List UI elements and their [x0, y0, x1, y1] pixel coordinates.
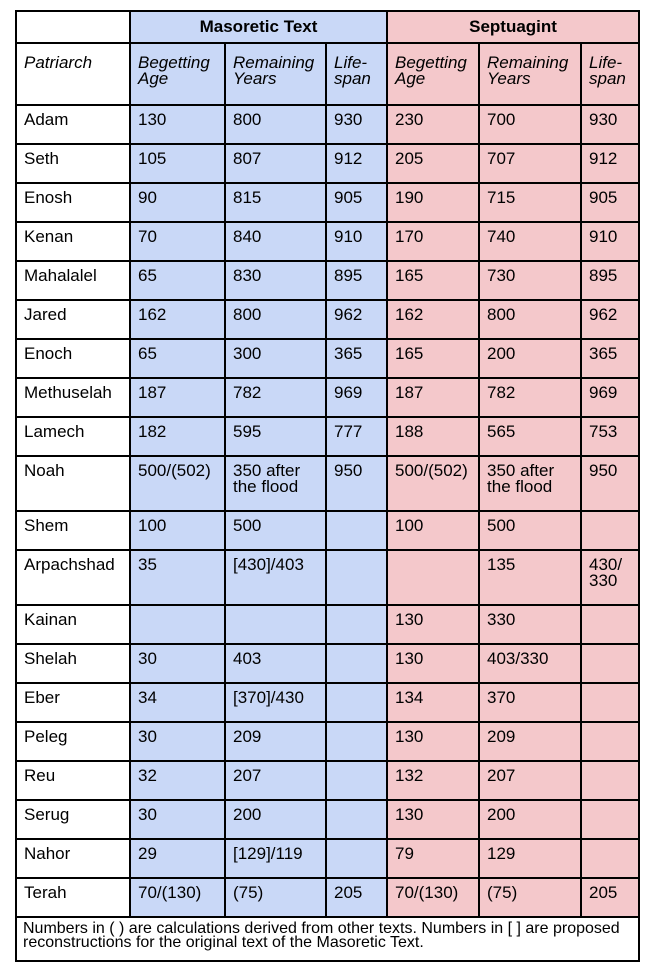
table-row — [16, 683, 639, 722]
lxx-begetting-age: 132 — [387, 761, 479, 800]
table-row — [16, 550, 639, 605]
mt-lifespan — [326, 800, 387, 839]
patriarch-name: Terah — [16, 878, 130, 917]
patriarch-name: Kainan — [16, 605, 130, 644]
patriarch-name: Reu — [16, 761, 130, 800]
lxx-lifespan-header: Life-span — [581, 43, 639, 105]
mt-begetting-age: 34 — [130, 683, 225, 722]
lxx-begetting-age: 165 — [387, 261, 479, 300]
mt-begetting-age: 100 — [130, 511, 225, 550]
mt-remaining-years — [225, 605, 326, 644]
lxx-lifespan: 430/ 330 — [581, 550, 639, 605]
lxx-remaining-years: 740 — [479, 222, 581, 261]
table-row — [16, 378, 639, 417]
lxx-remaining-header: Remaining Years — [479, 43, 581, 105]
table-row — [16, 144, 639, 183]
mt-lifespan — [326, 511, 387, 550]
mt-lifespan: 969 — [326, 378, 387, 417]
mt-lifespan — [326, 722, 387, 761]
lxx-remaining-years: 207 — [479, 761, 581, 800]
mt-begetting-age: 30 — [130, 722, 225, 761]
lxx-begetting-age — [387, 550, 479, 605]
lxx-remaining-years: 370 — [479, 683, 581, 722]
mt-remaining-years: 595 — [225, 417, 326, 456]
mt-begetting-age: 35 — [130, 550, 225, 605]
table-row — [16, 222, 639, 261]
table-body — [16, 105, 639, 917]
footnote-row — [16, 917, 639, 961]
patriarch-name: Enoch — [16, 339, 130, 378]
lxx-begetting-age: 100 — [387, 511, 479, 550]
lxx-remaining-years: 700 — [479, 105, 581, 144]
mt-remaining-years: 350 after the flood — [225, 456, 326, 511]
lxx-remaining-years: 730 — [479, 261, 581, 300]
lxx-lifespan: 912 — [581, 144, 639, 183]
mt-lifespan: 205 — [326, 878, 387, 917]
lxx-remaining-years: 135 — [479, 550, 581, 605]
lxx-lifespan: 895 — [581, 261, 639, 300]
lxx-lifespan: 365 — [581, 339, 639, 378]
table-row — [16, 761, 639, 800]
lxx-remaining-years: (75) — [479, 878, 581, 917]
mt-remaining-header: Remaining Years — [225, 43, 326, 105]
table-row — [16, 839, 639, 878]
table-row — [16, 800, 639, 839]
lxx-begetting-age: 134 — [387, 683, 479, 722]
septuagint-group-header: Septuagint — [387, 11, 639, 43]
patriarch-name: Peleg — [16, 722, 130, 761]
mt-begetting-age: 29 — [130, 839, 225, 878]
table-row — [16, 722, 639, 761]
table-row — [16, 183, 639, 222]
mt-begetting-age: 70 — [130, 222, 225, 261]
mt-begetting-age: 65 — [130, 339, 225, 378]
footnote: Numbers in ( ) are calculations derived from other texts. Numbers in [ ] are proposed reconstructions for the original text of the Masoretic Text. — [16, 917, 639, 961]
mt-lifespan — [326, 550, 387, 605]
genealogy-table — [15, 10, 640, 962]
lxx-lifespan — [581, 644, 639, 683]
patriarch-name: Methuselah — [16, 378, 130, 417]
mt-lifespan-header: Life-span — [326, 43, 387, 105]
mt-lifespan — [326, 683, 387, 722]
mt-lifespan: 895 — [326, 261, 387, 300]
mt-remaining-years: 200 — [225, 800, 326, 839]
lxx-begetting-age: 130 — [387, 800, 479, 839]
lxx-remaining-years: 800 — [479, 300, 581, 339]
patriarch-name: Mahalalel — [16, 261, 130, 300]
lxx-begetting-age: 500/(502) — [387, 456, 479, 511]
table-row — [16, 644, 639, 683]
patriarch-name: Shelah — [16, 644, 130, 683]
table-row — [16, 261, 639, 300]
lxx-remaining-years: 782 — [479, 378, 581, 417]
mt-remaining-years: [430]/403 — [225, 550, 326, 605]
patriarch-name: Adam — [16, 105, 130, 144]
patriarch-name: Noah — [16, 456, 130, 511]
table-row — [16, 878, 639, 917]
lxx-begetting-age: 190 — [387, 183, 479, 222]
group-header-row — [16, 11, 639, 43]
lxx-lifespan: 205 — [581, 878, 639, 917]
patriarch-name: Arpachshad — [16, 550, 130, 605]
mt-remaining-years: 207 — [225, 761, 326, 800]
lxx-lifespan — [581, 800, 639, 839]
patriarch-name: Nahor — [16, 839, 130, 878]
lxx-lifespan: 969 — [581, 378, 639, 417]
mt-lifespan — [326, 761, 387, 800]
lxx-lifespan: 930 — [581, 105, 639, 144]
lxx-begetting-age: 165 — [387, 339, 479, 378]
mt-lifespan: 930 — [326, 105, 387, 144]
mt-lifespan: 365 — [326, 339, 387, 378]
patriarch-name: Eber — [16, 683, 130, 722]
mt-begetting-age: 162 — [130, 300, 225, 339]
patriarch-name: Jared — [16, 300, 130, 339]
lxx-begetting-age: 188 — [387, 417, 479, 456]
lxx-begetting-age: 70/(130) — [387, 878, 479, 917]
mt-remaining-years: 300 — [225, 339, 326, 378]
patriarch-name: Enosh — [16, 183, 130, 222]
column-header-row — [16, 43, 639, 105]
lxx-begetting-age: 187 — [387, 378, 479, 417]
patriarch-header: Patriarch — [16, 43, 130, 105]
mt-lifespan: 777 — [326, 417, 387, 456]
table-row — [16, 605, 639, 644]
lxx-remaining-years: 200 — [479, 800, 581, 839]
patriarch-name: Serug — [16, 800, 130, 839]
mt-begetting-age: 130 — [130, 105, 225, 144]
mt-begetting-age: 70/(130) — [130, 878, 225, 917]
lxx-begetting-age: 162 — [387, 300, 479, 339]
mt-begetting-age: 30 — [130, 644, 225, 683]
mt-remaining-years: 830 — [225, 261, 326, 300]
mt-begetting-age: 30 — [130, 800, 225, 839]
lxx-remaining-years: 330 — [479, 605, 581, 644]
corner-cell — [16, 11, 130, 43]
lxx-remaining-years: 707 — [479, 144, 581, 183]
lxx-begetting-age: 205 — [387, 144, 479, 183]
mt-remaining-years: 807 — [225, 144, 326, 183]
table-row — [16, 511, 639, 550]
lxx-begetting-age: 170 — [387, 222, 479, 261]
mt-begetting-age: 105 — [130, 144, 225, 183]
patriarch-name: Kenan — [16, 222, 130, 261]
mt-remaining-years: 800 — [225, 105, 326, 144]
lxx-remaining-years: 403/330 — [479, 644, 581, 683]
lxx-remaining-years: 209 — [479, 722, 581, 761]
lxx-lifespan — [581, 683, 639, 722]
mt-lifespan — [326, 605, 387, 644]
patriarch-name: Lamech — [16, 417, 130, 456]
lxx-remaining-years: 500 — [479, 511, 581, 550]
table-row — [16, 417, 639, 456]
lxx-lifespan — [581, 839, 639, 878]
mt-lifespan: 912 — [326, 144, 387, 183]
mt-lifespan: 950 — [326, 456, 387, 511]
mt-begetting-age: 182 — [130, 417, 225, 456]
mt-begetting-age — [130, 605, 225, 644]
lxx-lifespan — [581, 761, 639, 800]
mt-begetting-header: Begetting Age — [130, 43, 225, 105]
lxx-begetting-header: Begetting Age — [387, 43, 479, 105]
lxx-begetting-age: 230 — [387, 105, 479, 144]
mt-begetting-age: 500/(502) — [130, 456, 225, 511]
table-row — [16, 456, 639, 511]
lxx-lifespan: 910 — [581, 222, 639, 261]
mt-remaining-years: 800 — [225, 300, 326, 339]
mt-begetting-age: 65 — [130, 261, 225, 300]
mt-remaining-years: 782 — [225, 378, 326, 417]
lxx-begetting-age: 130 — [387, 605, 479, 644]
lxx-lifespan: 905 — [581, 183, 639, 222]
mt-begetting-age: 90 — [130, 183, 225, 222]
lxx-begetting-age: 130 — [387, 644, 479, 683]
lxx-begetting-age: 130 — [387, 722, 479, 761]
mt-lifespan: 910 — [326, 222, 387, 261]
mt-begetting-age: 187 — [130, 378, 225, 417]
mt-remaining-years: [129]/119 — [225, 839, 326, 878]
mt-remaining-years: 815 — [225, 183, 326, 222]
lxx-lifespan — [581, 722, 639, 761]
lxx-lifespan: 962 — [581, 300, 639, 339]
lxx-remaining-years: 350 after the flood — [479, 456, 581, 511]
lxx-lifespan: 753 — [581, 417, 639, 456]
mt-lifespan: 962 — [326, 300, 387, 339]
mt-lifespan — [326, 644, 387, 683]
mt-remaining-years: (75) — [225, 878, 326, 917]
mt-remaining-years: 209 — [225, 722, 326, 761]
lxx-remaining-years: 200 — [479, 339, 581, 378]
lxx-remaining-years: 565 — [479, 417, 581, 456]
lxx-remaining-years: 715 — [479, 183, 581, 222]
patriarch-name: Seth — [16, 144, 130, 183]
table-row — [16, 300, 639, 339]
mt-lifespan — [326, 839, 387, 878]
lxx-remaining-years: 129 — [479, 839, 581, 878]
mt-remaining-years: 500 — [225, 511, 326, 550]
mt-remaining-years: [370]/430 — [225, 683, 326, 722]
lxx-lifespan — [581, 605, 639, 644]
lxx-lifespan: 950 — [581, 456, 639, 511]
mt-lifespan: 905 — [326, 183, 387, 222]
patriarch-name: Shem — [16, 511, 130, 550]
mt-remaining-years: 403 — [225, 644, 326, 683]
lxx-lifespan — [581, 511, 639, 550]
mt-remaining-years: 840 — [225, 222, 326, 261]
lxx-begetting-age: 79 — [387, 839, 479, 878]
mt-begetting-age: 32 — [130, 761, 225, 800]
masoretic-group-header: Masoretic Text — [130, 11, 387, 43]
table-row — [16, 339, 639, 378]
table-row — [16, 105, 639, 144]
